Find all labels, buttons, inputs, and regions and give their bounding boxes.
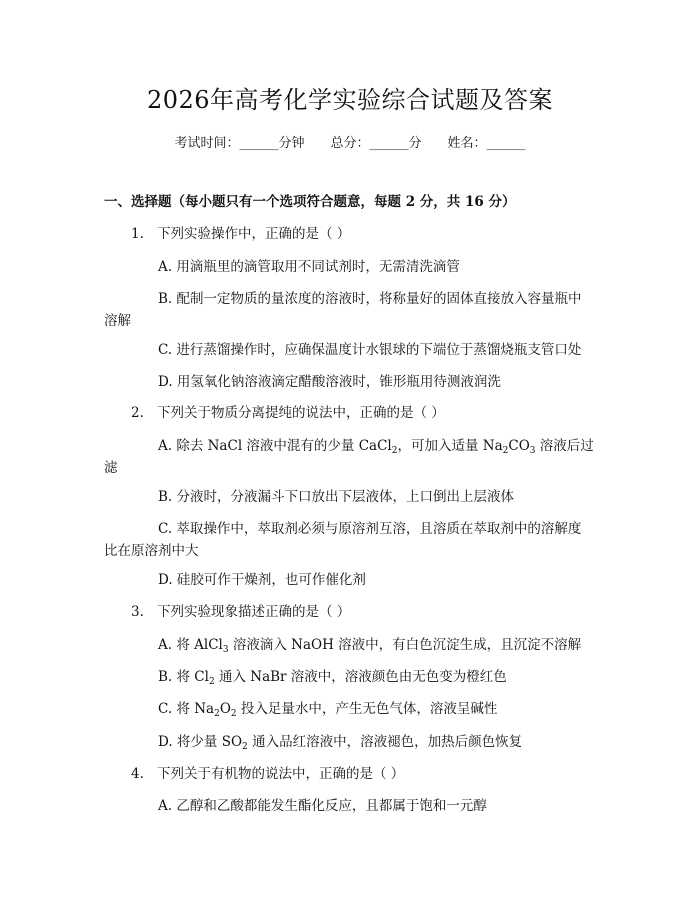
option-text: A. 除去 NaCl 溶液中混有的少量 CaCl xyxy=(158,438,392,454)
option-text: B. 将 Cl xyxy=(158,669,209,685)
total-score-field: 总分：______分 xyxy=(330,136,422,151)
question-3-option-d xyxy=(158,733,522,751)
question-3-option-b xyxy=(158,668,507,686)
question-2-option-a xyxy=(158,437,594,455)
question-number: 4. xyxy=(131,766,144,782)
option-text: 溶液后过 xyxy=(535,438,594,454)
question-2-stem xyxy=(131,404,445,422)
question-1-option-b-wrap: 溶解 xyxy=(104,313,131,329)
question-number: 3. xyxy=(131,604,144,620)
question-2-option-a-wrap: 滤 xyxy=(104,460,118,476)
question-text: 下列关于物质分离提纯的说法中，正确的是（ ） xyxy=(157,405,445,421)
question-1-option-b: B. 配制一定物质的量浓度的溶液时，将称量好的固体直接放入容量瓶中 xyxy=(158,291,582,307)
question-1-option-c: C. 进行蒸馏操作时，应确保温度计水银球的下端位于蒸馏烧瓶支管口处 xyxy=(158,342,582,358)
question-4-option-a: A. 乙醇和乙酸都能发生酯化反应，且都属于饱和一元醇 xyxy=(158,798,487,814)
question-text: 下列实验操作中，正确的是（ ） xyxy=(157,226,351,242)
option-text: ，可加入适量 Na xyxy=(397,438,503,454)
question-2-option-d: D. 硅胶可作干燥剂，也可作催化剂 xyxy=(158,572,366,588)
question-1-option-d: D. 用氢氧化钠溶液滴定醋酸溶液时，锥形瓶用待测液润洗 xyxy=(158,374,501,390)
question-4-stem xyxy=(131,765,404,783)
subscript: 2 xyxy=(391,446,398,456)
subscript: 2 xyxy=(502,446,509,456)
option-text: 溶液滴入 NaOH 溶液中，有白色沉淀生成，且沉淀不溶解 xyxy=(228,637,582,653)
subscript: 2 xyxy=(242,742,248,752)
exam-time-field: 考试时间：______分钟 xyxy=(174,136,305,151)
question-3-stem xyxy=(131,603,350,621)
option-text: CO xyxy=(508,438,530,454)
subscript: 2 xyxy=(208,677,215,687)
option-text: C. 将 Na xyxy=(158,701,215,717)
question-3-option-c xyxy=(158,700,497,718)
subscript: 3 xyxy=(529,446,536,456)
page-title: 2026年高考化学实验综合试题及答案 xyxy=(146,86,554,114)
question-number: 1. xyxy=(131,226,144,242)
option-text: O xyxy=(219,701,231,717)
option-text: 投入足量水中，产生无色气体，溶液呈碱性 xyxy=(236,701,498,717)
section-heading: 一、选择题（每小题只有一个选项符合题意，每题 2 分，共 16 分） xyxy=(104,194,516,210)
student-name-field: 姓名：______ xyxy=(447,136,526,151)
option-text: 通入品红溶液中，溶液褪色，加热后颜色恢复 xyxy=(247,734,523,750)
question-3-option-a xyxy=(158,636,581,654)
question-number: 2. xyxy=(131,405,144,421)
question-1-option-a: A. 用滴瓶里的滴管取用不同试剂时，无需清洗滴管 xyxy=(158,259,460,275)
question-1-stem xyxy=(131,225,350,243)
question-text: 下列实验现象描述正确的是（ ） xyxy=(157,604,351,620)
question-2-option-c: C. 萃取操作中，萃取剂必须与原溶剂互溶，且溶质在萃取剂中的溶解度 xyxy=(158,521,582,537)
option-text: D. 将少量 SO xyxy=(158,734,243,750)
subscript: 2 xyxy=(214,709,220,719)
subscript: 3 xyxy=(222,645,229,655)
subscript: 2 xyxy=(230,709,237,719)
exam-meta xyxy=(0,132,700,151)
question-2-option-c-wrap: 比在原溶剂中大 xyxy=(104,543,199,559)
question-text: 下列关于有机物的说法中，正确的是（ ） xyxy=(157,766,405,782)
option-text: 通入 NaBr 溶液中，溶液颜色由无色变为橙红色 xyxy=(214,669,507,685)
option-text: A. 将 AlCl xyxy=(158,637,223,653)
question-2-option-b: B. 分液时，分液漏斗下口放出下层液体，上口倒出上层液体 xyxy=(158,489,515,505)
